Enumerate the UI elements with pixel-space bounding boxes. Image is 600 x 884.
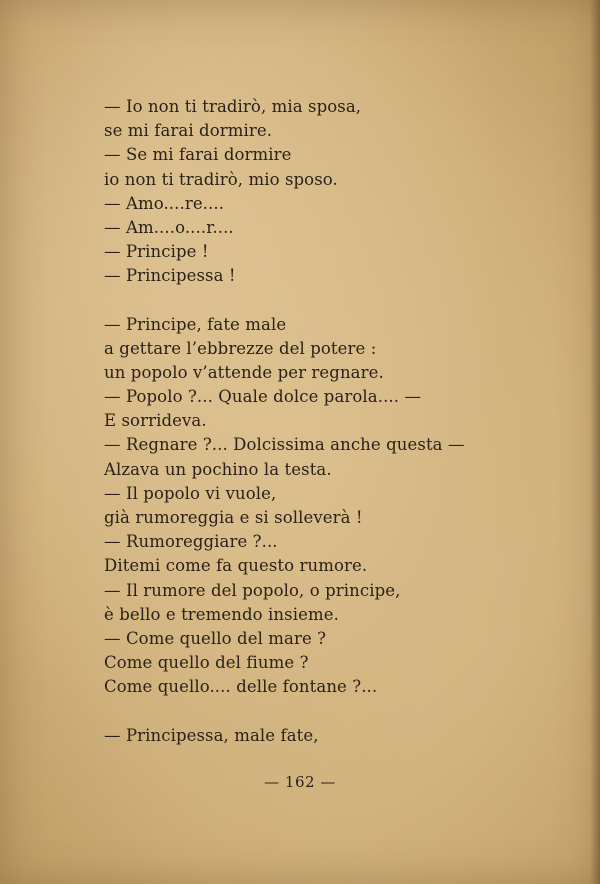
page-number: — 162 — xyxy=(264,773,336,791)
verse-line: E sorrideva. xyxy=(104,411,207,431)
verse-line: — Il popolo vi vuole, xyxy=(104,483,277,503)
verse-line: — Io non ti tradirò, mia sposa, xyxy=(104,97,362,116)
verse-line: — Rumoreggiare ?... xyxy=(104,532,278,552)
verse-line: Come quello.... delle fontane ?... xyxy=(104,677,378,697)
verse-line: — Il rumore del popolo, o principe, xyxy=(104,580,401,600)
poem-text xyxy=(104,95,564,748)
stanza-3 xyxy=(104,724,564,748)
verse-line: — Se mi farai dormire xyxy=(104,145,292,165)
verse-line: Come quello del fiume ? xyxy=(104,653,309,673)
verse-line: un popolo v’attende per regnare. xyxy=(104,362,384,382)
verse-line: — Am....o....r.... xyxy=(104,217,234,237)
stanza-break xyxy=(104,700,564,724)
verse-line: — Principessa, male fate, xyxy=(104,725,319,745)
verse-line: già rumoreggia e si solleverà ! xyxy=(104,508,363,527)
stanza-break xyxy=(104,289,564,313)
verse-line: — Amo....re.... xyxy=(104,193,225,213)
verse-line: a gettare l’ebbrezze del potere : xyxy=(104,338,377,358)
stanza-1 xyxy=(104,95,564,289)
verse-line: — Principessa ! xyxy=(104,266,236,286)
verse-line: Alzava un pochino la testa. xyxy=(104,459,332,479)
page-edge-shadow xyxy=(590,0,600,884)
stanza-2 xyxy=(104,313,564,700)
verse-line: — Come quello del mare ? xyxy=(104,628,327,648)
verse-line: — Principe ! xyxy=(104,242,209,262)
verse-line: — Principe, fate male xyxy=(104,314,287,334)
verse-line: — Popolo ?... Quale dolce parola.... — xyxy=(104,387,422,407)
verse-line: io non ti tradirò, mio sposo. xyxy=(104,169,338,189)
verse-line: se mi farai dormire. xyxy=(104,121,273,141)
verse-line: — Regnare ?... Dolcissima anche questa — xyxy=(104,435,465,455)
verse-line: è bello e tremendo insieme. xyxy=(104,604,339,624)
verse-line: Ditemi come fa questo rumore. xyxy=(104,556,368,576)
